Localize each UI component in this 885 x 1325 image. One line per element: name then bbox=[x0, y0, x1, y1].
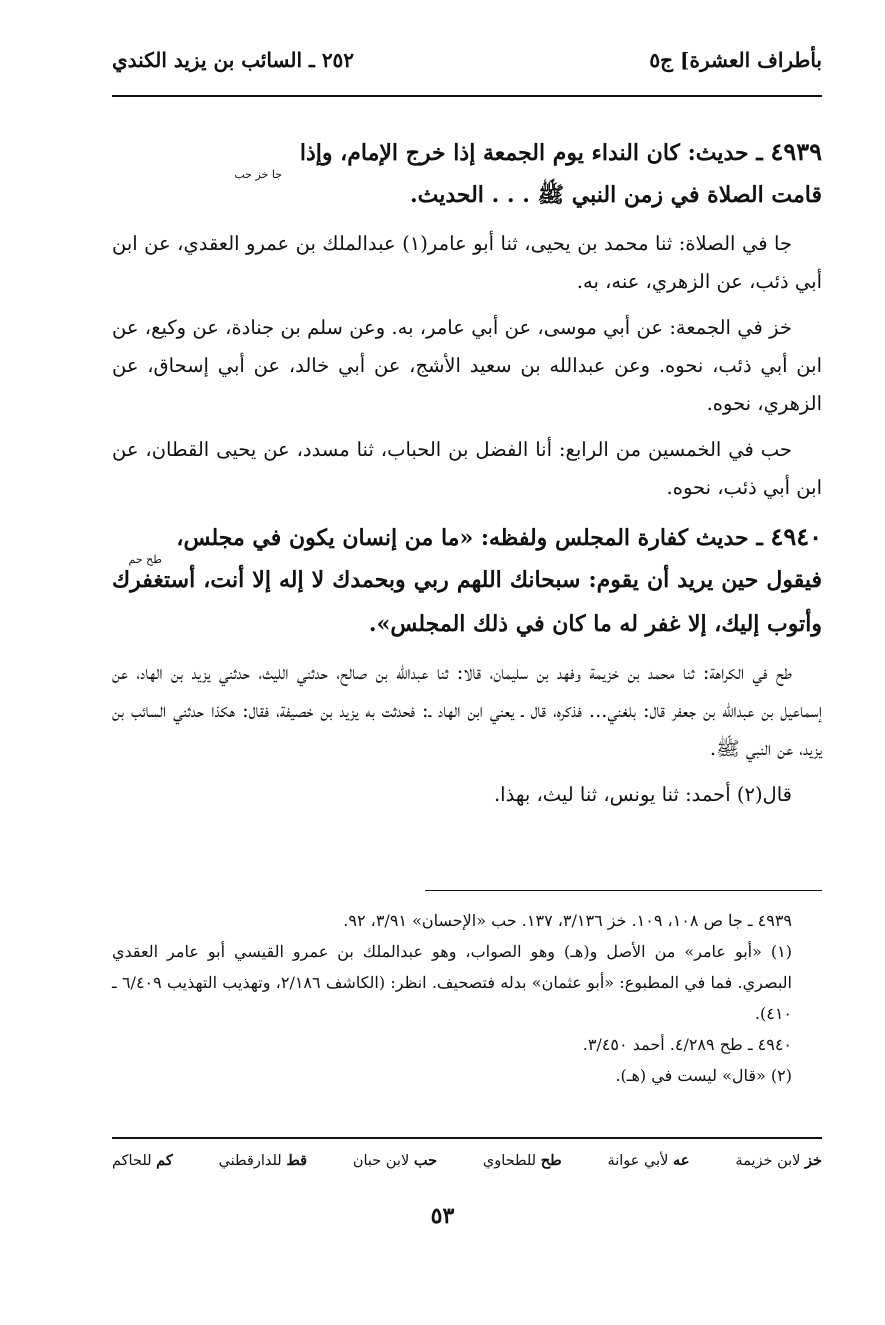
source-paragraph-ja: جا في الصلاة: ثنا محمد بن يحيى، ثنا أبو عامر(١) عبدالملك بن عمرو العقدي، عن ابن أبي ذئب، عن الزهري، عنه، به. bbox=[112, 232, 822, 293]
source-markers: طح حم bbox=[128, 553, 162, 566]
legend-rule bbox=[112, 1137, 822, 1139]
legend-item: خز لابن خزيمة bbox=[735, 1152, 822, 1169]
legend-item: كم للحاكم bbox=[112, 1152, 173, 1169]
page-number: ٥٣ bbox=[430, 1203, 455, 1229]
main-text bbox=[112, 130, 822, 822]
legend-item: عه لأبي عوانة bbox=[607, 1152, 690, 1169]
footnote-ref-4939: ٤٩٣٩ ـ جا ص ١٠٨، ١٠٩. خز ٣/١٣٦، ١٣٧. حب «الإحسان» ٣/٩١، ٩٢. bbox=[343, 911, 792, 930]
hadith-4940 bbox=[112, 515, 822, 646]
running-header bbox=[112, 40, 822, 80]
hadith-text-rest: فيقول حين يريد أن يقوم: سبحانك اللهم ربي وبحمدك لا إله إلا أنت، أستغفرك وأتوب إليك، إلا غفر له ما كان في ذلك المجلس». bbox=[112, 567, 822, 637]
legend-item: حب لابن حبان bbox=[352, 1152, 438, 1169]
hadith-text-line1: ـ حديث: كان النداء يوم الجمعة إذا خرج الإمام، وإذا bbox=[299, 140, 763, 166]
source-markers: جا خز حب bbox=[234, 168, 282, 181]
hadith-number: ٤٩٤٠ bbox=[770, 522, 822, 551]
source-paragraph-hib: حب في الخمسين من الرابع: أنا الفضل بن الحباب، ثنا مسدد، عن يحيى القطان، عن ابن أبي ذئب، نحوه. bbox=[112, 438, 822, 499]
hadith-text-line2: قامت الصلاة في زمن النبي ﷺ . . . الحديث. bbox=[409, 182, 822, 208]
legend-item: قط للدارقطني bbox=[218, 1152, 308, 1169]
hadith-number: ٤٩٣٩ bbox=[770, 137, 822, 166]
footnotes bbox=[112, 905, 822, 1091]
header-book-title: بأطراف العشرة] ج٥ bbox=[649, 48, 822, 72]
footnote-rule bbox=[425, 890, 822, 891]
footnote-2: (٢) «قال» ليست في (هـ). bbox=[615, 1066, 792, 1085]
abbreviation-legend bbox=[112, 1152, 822, 1169]
source-paragraph-ahmad: قال(٢) أحمد: ثنا يونس، ثنا ليث، بهذا. bbox=[493, 783, 792, 806]
hadith-4939 bbox=[112, 130, 822, 217]
source-paragraph-tah: طح في الكراهة: ثنا محمد بن خزيمة وفهد بن سليمان، قالا: ثنا عبدالله بن صالح، حدثني الليث، حدثني يزيد بن الهاد، عن إسماعيل بن عبدالله بن جعفر قال: بلغني... فذكره، قال ـ يعني ابن الهاد ـ: فحدثت به يزيد بن خصيفة، فقال: هكذا حدثني السائب بن يزيد، عن النبي ﷺ. bbox=[112, 661, 822, 760]
legend-item: طح للطحاوي bbox=[482, 1152, 562, 1169]
header-rule bbox=[112, 95, 822, 97]
source-paragraph-khuz: خز في الجمعة: عن أبي موسى، عن أبي عامر، به. وعن سلم بن جنادة، عن وكيع، عن ابن أبي ذئب، نحوه. وعن عبدالله بن سعيد الأشج، عن أبي خالد، عن أبي إسحاق، عن الزهري، نحوه. bbox=[112, 316, 822, 415]
footnote-ref-4940: ٤٩٤٠ ـ طح ٤/٢٨٩. أحمد ٣/٤٥٠. bbox=[582, 1035, 792, 1054]
footnote-1: (١) «أبو عامر» من الأصل و(هـ) وهو الصواب، وهو عبدالملك بن عمرو القيسي أبو عامر العقدي البصري. فما في المطبوع: «أبو عثمان» بدله فتصحيف. انظر: (الكاشف ٢/١٨٦، وتهذيب التهذيب ٦/٤٠٩ ـ ٤١٠). bbox=[112, 942, 793, 1023]
hadith-text-line1: ـ حديث كفارة المجلس ولفظه: «ما من إنسان يكون في مجلس، bbox=[176, 525, 763, 551]
header-section-title: ٢٥٢ ـ السائب بن يزيد الكندي bbox=[112, 48, 355, 72]
